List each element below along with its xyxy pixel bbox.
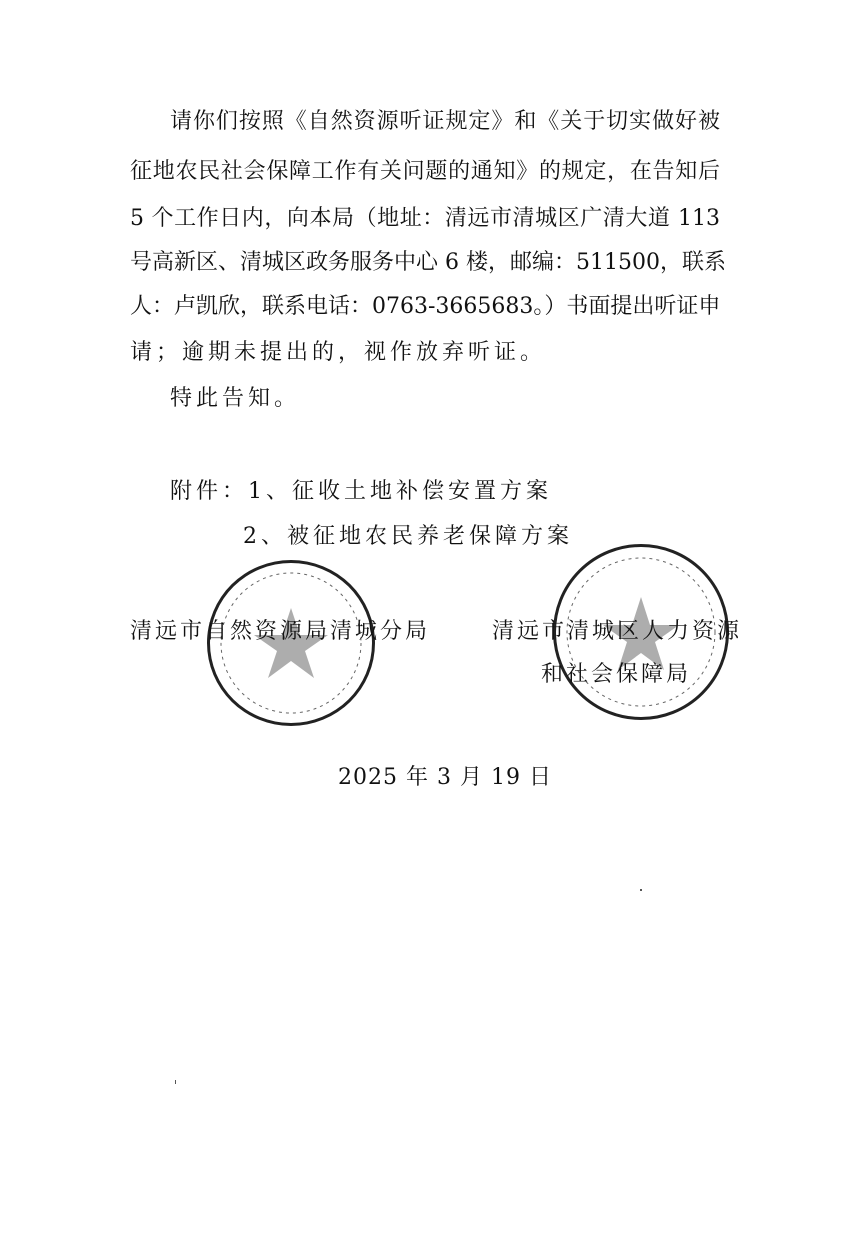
signature-right-line1: 清远市清城区人力资源 — [492, 619, 743, 644]
body-line-6: 请；逾期未提出的，视作放弃听证。 — [130, 340, 547, 365]
scan-speck — [175, 1080, 176, 1084]
closing-text: 特此告知。 — [170, 386, 301, 411]
attachment-1: 附件：1、征收土地补偿安置方案 — [170, 479, 552, 504]
document-date: 2025 年 3 月 19 日 — [338, 765, 552, 790]
scan-speck — [640, 889, 642, 891]
body-line-3: 5 个工作日内，向本局（地址：清远市清城区广清大道 113 — [130, 206, 720, 231]
attachment-2: 2、被征地农民养老保障方案 — [243, 524, 573, 549]
body-line-4: 号高新区、清城区政务服务中心 6 楼，邮编：511500，联系 — [130, 250, 726, 275]
body-line-1: 请你们按照《自然资源听证规定》和《关于切实做好被 — [170, 109, 720, 134]
signature-left: 清远市自然资源局清城分局 — [130, 619, 431, 644]
signature-right-line2: 和社会保障局 — [541, 662, 692, 687]
body-line-5: 人：卢凯欣，联系电话：0763-3665683。）书面提出听证申 — [130, 294, 721, 319]
body-line-2: 征地农民社会保障工作有关问题的通知》的规定，在告知后 — [130, 159, 720, 184]
